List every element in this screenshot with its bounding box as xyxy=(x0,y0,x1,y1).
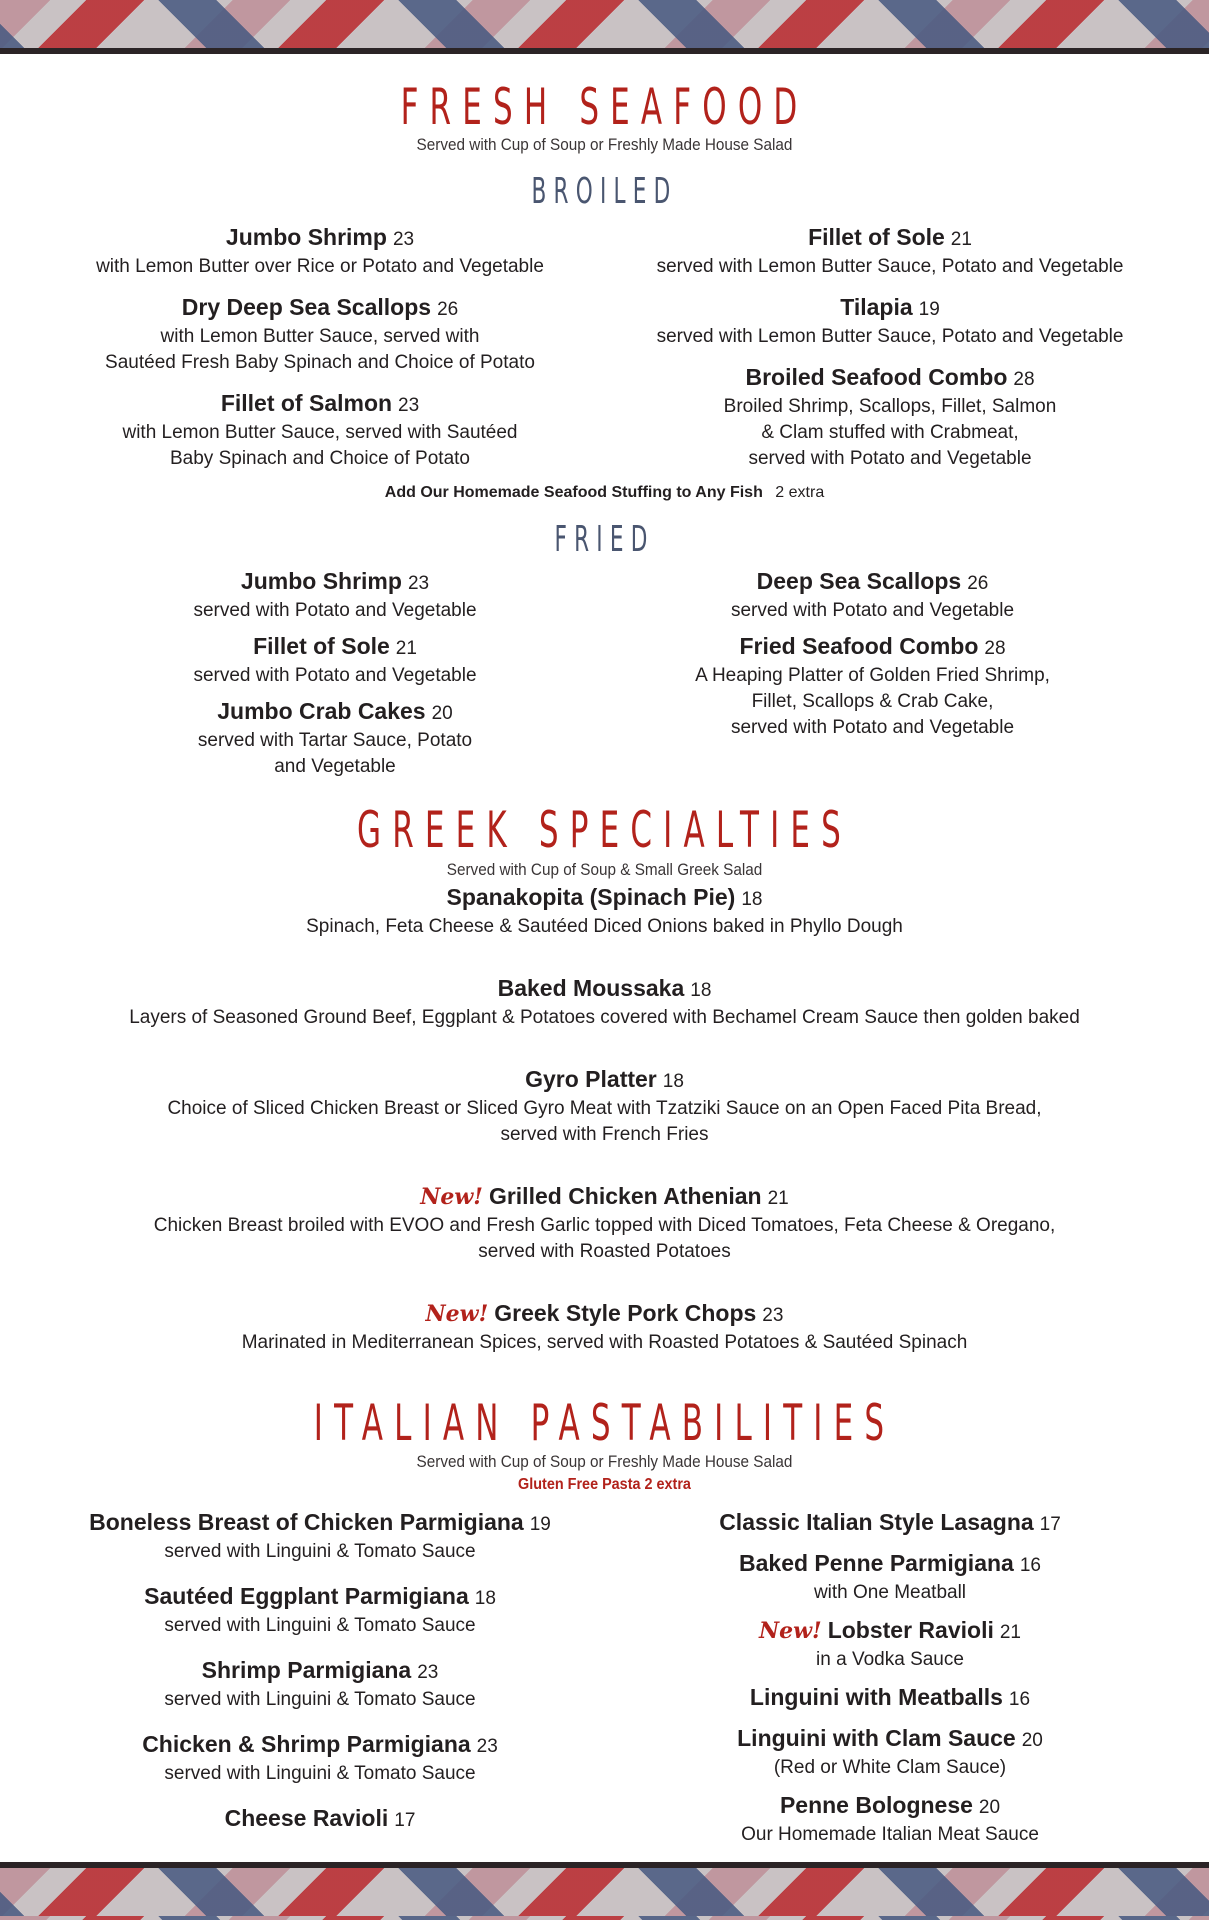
menu-item-description: Broiled Shrimp, Scallops, Fillet, Salmon xyxy=(723,396,1057,417)
menu-item-name: Deep Sea Scallops xyxy=(756,568,962,594)
menu-item-price: 21 xyxy=(395,638,417,659)
menu-item xyxy=(80,567,590,624)
menu-item-description: served with Linguini & Tomato Sauce xyxy=(164,1689,476,1710)
broiled-right-column xyxy=(620,223,1160,485)
gluten-free-note: Gluten Free Pasta 2 extra xyxy=(518,1476,691,1493)
menu-item-title xyxy=(80,697,590,728)
menu-item-title xyxy=(0,883,1209,914)
menu-item-name: Jumbo Crab Cakes xyxy=(217,698,426,724)
menu-item-price: 19 xyxy=(918,299,940,320)
menu-item-name: Linguini with Meatballs xyxy=(749,1684,1003,1710)
menu-item-price: 18 xyxy=(690,980,712,1001)
menu-item-name: Jumbo Shrimp xyxy=(225,224,387,250)
menu-item-name: Chicken & Shrimp Parmigiana xyxy=(142,1731,471,1757)
menu-item xyxy=(620,632,1125,741)
fried-right-column xyxy=(620,567,1125,749)
menu-item xyxy=(620,223,1160,280)
menu-item-price: 23 xyxy=(476,1736,498,1757)
menu-item-price: 26 xyxy=(967,573,989,594)
menu-item xyxy=(60,1804,580,1835)
menu-item xyxy=(60,223,580,280)
menu-item-description: Fillet, Scallops & Crab Cake, xyxy=(751,691,994,712)
stuffing-price: 2 extra xyxy=(775,484,825,501)
menu-item-price: 21 xyxy=(999,1622,1021,1643)
menu-item-name: Boneless Breast of Chicken Parmigiana xyxy=(89,1509,524,1535)
subsection-title-broiled: BROILED xyxy=(531,171,678,212)
menu-item xyxy=(80,697,590,780)
menu-item-name: Jumbo Shrimp xyxy=(240,568,402,594)
menu-item-title xyxy=(60,293,580,324)
menu-item-description: (Red or White Clam Sauce) xyxy=(773,1757,1007,1778)
menu-item xyxy=(620,363,1160,472)
menu-item xyxy=(60,1730,580,1787)
menu-item-name: Linguini with Clam Sauce xyxy=(737,1725,1016,1751)
menu-item-description: served with Potato and Vegetable xyxy=(748,448,1032,469)
menu-item-name: Greek Style Pork Chops xyxy=(494,1300,757,1326)
menu-item-title xyxy=(630,1549,1150,1580)
menu-item xyxy=(60,1508,580,1565)
stuffing-label: Add Our Homemade Seafood Stuffing to Any Fish xyxy=(384,484,763,501)
menu-item-name: Gyro Platter xyxy=(525,1066,657,1092)
menu-item-name: Tilapia xyxy=(840,294,913,320)
menu-item-description: with One Meatball xyxy=(813,1582,967,1603)
menu-item-title xyxy=(60,1730,580,1761)
menu-item-name: Shrimp Parmigiana xyxy=(201,1657,412,1683)
fried-left-column xyxy=(80,567,590,788)
italian-served-with-note: Served with Cup of Soup or Freshly Made House Salad xyxy=(416,1452,793,1471)
menu-item xyxy=(80,632,590,689)
menu-item-description: Chicken Breast broiled with EVOO and Fresh Garlic topped with Diced Tomatoes, Feta Cheese & Oregano, xyxy=(153,1215,1056,1236)
menu-item-title xyxy=(630,1616,1150,1647)
menu-item xyxy=(620,293,1160,350)
menu-item-title xyxy=(60,1582,580,1613)
menu-item-description: served with Linguini & Tomato Sauce xyxy=(164,1541,476,1562)
menu-item xyxy=(630,1791,1150,1848)
menu-item-title xyxy=(0,1299,1209,1330)
section-title-fresh-seafood: FRESH SEAFOOD xyxy=(400,78,809,136)
menu-item-description: in a Vodka Sauce xyxy=(816,1649,964,1670)
menu-item-price: 23 xyxy=(398,395,420,416)
menu-item xyxy=(0,1182,1209,1265)
greek-served-with-note: Served with Cup of Soup & Small Greek Salad xyxy=(446,860,763,879)
menu-item-description: served with French Fries xyxy=(500,1124,709,1145)
new-badge: New! xyxy=(425,1301,489,1327)
menu-item-name: Baked Moussaka xyxy=(497,975,685,1001)
bottom-decorative-band xyxy=(0,1862,1209,1920)
menu-item-title xyxy=(60,389,580,420)
menu-item-price: 16 xyxy=(1008,1689,1031,1710)
menu-item-description: served with Linguini & Tomato Sauce xyxy=(164,1615,476,1636)
menu-item-title xyxy=(620,567,1125,598)
menu-item xyxy=(630,1616,1150,1673)
menu-item-description: served with Lemon Butter Sauce, Potato and Vegetable xyxy=(656,326,1124,347)
menu-item-description: served with Potato and Vegetable xyxy=(730,717,1015,738)
menu-item-title xyxy=(620,293,1160,324)
menu-item-title xyxy=(80,632,590,663)
italian-left-column xyxy=(60,1508,580,1852)
menu-item-title xyxy=(60,223,580,254)
menu-item xyxy=(60,1582,580,1639)
menu-item xyxy=(60,389,580,472)
broiled-left-column xyxy=(60,223,580,485)
menu-item-price: 28 xyxy=(984,638,1006,659)
menu-item-price: 18 xyxy=(662,1071,684,1092)
menu-item-description: Layers of Seasoned Ground Beef, Eggplant & Potatoes covered with Bechamel Cream Sauce then golden baked xyxy=(129,1007,1080,1028)
menu-item-title xyxy=(80,567,590,598)
menu-item-title xyxy=(620,632,1125,663)
menu-item xyxy=(60,293,580,376)
menu-item-price: 20 xyxy=(431,703,453,724)
menu-item-price: 23 xyxy=(417,1662,439,1683)
menu-item-title xyxy=(0,974,1209,1005)
seafood-stuffing-addon xyxy=(0,484,1209,502)
subsection-title-fried: FRIED xyxy=(554,519,655,560)
menu-item-name: Cheese Ravioli xyxy=(224,1805,389,1831)
menu-item-name: Grilled Chicken Athenian xyxy=(488,1183,762,1209)
menu-item xyxy=(630,1508,1150,1539)
menu-item-price: 18 xyxy=(741,889,763,910)
menu-item-description: served with Lemon Butter Sauce, Potato and Vegetable xyxy=(656,256,1124,277)
menu-item-title xyxy=(630,1508,1150,1539)
menu-item-description: served with Roasted Potatoes xyxy=(478,1241,731,1262)
menu-item-description: with Lemon Butter Sauce, served with xyxy=(160,326,480,347)
menu-item-title xyxy=(620,223,1160,254)
menu-item-name: Fillet of Sole xyxy=(808,224,945,250)
menu-item-price: 23 xyxy=(762,1305,784,1326)
menu-item xyxy=(630,1683,1150,1714)
menu-item-title xyxy=(630,1791,1150,1822)
menu-item-title xyxy=(630,1724,1150,1755)
menu-item-title xyxy=(60,1804,580,1835)
greek-items-list xyxy=(0,883,1209,1390)
menu-item xyxy=(0,1299,1209,1356)
menu-item-description: with Lemon Butter over Rice or Potato and Vegetable xyxy=(96,256,544,277)
menu-item xyxy=(0,974,1209,1031)
menu-item-price: 23 xyxy=(407,573,430,594)
menu-item-description: Marinated in Mediterranean Spices, served with Roasted Potatoes & Sautéed Spinach xyxy=(241,1332,968,1353)
menu-item-price: 17 xyxy=(394,1810,416,1831)
italian-right-column xyxy=(630,1508,1150,1858)
menu-item-price: 18 xyxy=(474,1588,496,1609)
menu-item-title xyxy=(630,1683,1150,1714)
menu-item-name: Baked Penne Parmigiana xyxy=(739,1550,1014,1576)
menu-item-description: and Vegetable xyxy=(274,756,396,777)
menu-item xyxy=(630,1724,1150,1781)
new-badge: New! xyxy=(759,1618,822,1644)
menu-item-price: 17 xyxy=(1039,1514,1061,1535)
menu-item-description: Baby Spinach and Choice of Potato xyxy=(170,448,470,469)
menu-item-price: 21 xyxy=(767,1188,789,1209)
section-title-greek-specialties: GREEK SPECIALTIES xyxy=(357,801,852,859)
menu-item-name: Fillet of Sole xyxy=(253,633,390,659)
menu-item-price: 16 xyxy=(1019,1555,1041,1576)
menu-item-title xyxy=(620,363,1160,394)
menu-item-name: Spanakopita (Spinach Pie) xyxy=(446,884,736,910)
menu-item-description: Spinach, Feta Cheese & Sautéed Diced Onions baked in Phyllo Dough xyxy=(306,916,903,937)
menu-item-title xyxy=(60,1656,580,1687)
menu-item-name: Fillet of Salmon xyxy=(220,390,393,416)
new-badge: New! xyxy=(420,1184,483,1210)
menu-item-price: 28 xyxy=(1013,369,1035,390)
menu-item-title xyxy=(0,1182,1209,1213)
menu-item xyxy=(620,567,1125,624)
menu-item-title xyxy=(60,1508,580,1539)
menu-item xyxy=(630,1549,1150,1606)
menu-item xyxy=(60,1656,580,1713)
menu-item-title xyxy=(0,1065,1209,1096)
menu-item-price: 20 xyxy=(978,1797,1001,1818)
menu-item-name: Sautéed Eggplant Parmigiana xyxy=(144,1583,469,1609)
menu-item-name: Lobster Ravioli xyxy=(827,1617,994,1643)
menu-item-price: 20 xyxy=(1021,1730,1043,1751)
seafood-served-with-note: Served with Cup of Soup or Freshly Made House Salad xyxy=(416,135,793,154)
menu-item-name: Dry Deep Sea Scallops xyxy=(181,294,432,320)
menu-item-price: 19 xyxy=(529,1514,551,1535)
menu-item-description: served with Potato and Vegetable xyxy=(193,665,477,686)
menu-item-description: served with Potato and Vegetable xyxy=(193,600,477,621)
menu-item-price: 23 xyxy=(392,229,415,250)
menu-item-description: Our Homemade Italian Meat Sauce xyxy=(741,1824,1039,1845)
menu-item-name: Classic Italian Style Lasagna xyxy=(719,1509,1034,1535)
menu-item-name: Broiled Seafood Combo xyxy=(745,364,1008,390)
menu-item xyxy=(0,883,1209,940)
menu-item xyxy=(0,1065,1209,1148)
menu-item-description: Sautéed Fresh Baby Spinach and Choice of Potato xyxy=(105,352,535,373)
menu-item-price: 26 xyxy=(437,299,459,320)
menu-item-description: served with Linguini & Tomato Sauce xyxy=(164,1763,476,1784)
menu-item-name: Fried Seafood Combo xyxy=(739,633,979,659)
section-title-italian-pastabilities: ITALIAN PASTABILITIES xyxy=(313,1394,896,1452)
menu-item-description: & Clam stuffed with Crabmeat, xyxy=(761,422,1019,443)
menu-item-price: 21 xyxy=(950,229,972,250)
menu-item-name: Penne Bolognese xyxy=(779,1792,973,1818)
menu-item-description: served with Tartar Sauce, Potato xyxy=(197,730,473,751)
menu-item-description: A Heaping Platter of Golden Fried Shrimp, xyxy=(695,665,1050,686)
top-decorative-band xyxy=(0,0,1209,54)
menu-item-description: served with Potato and Vegetable xyxy=(730,600,1015,621)
menu-item-description: with Lemon Butter Sauce, served with Sautéed xyxy=(122,422,518,443)
menu-item-description: Choice of Sliced Chicken Breast or Sliced Gyro Meat with Tzatziki Sauce on an Open Faced Pita Bread, xyxy=(167,1098,1042,1119)
